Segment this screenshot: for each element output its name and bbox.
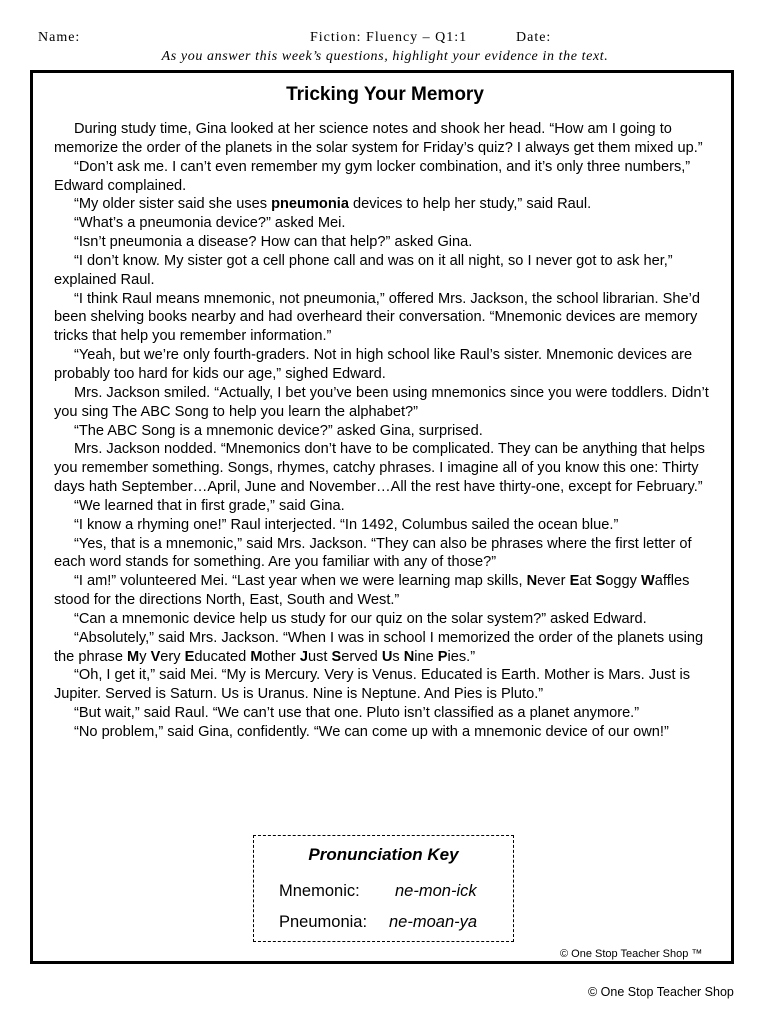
- paragraph: “I know a rhyming one!” Raul interjected. “In 1492, Columbus sailed the ocean blue.”: [74, 516, 619, 533]
- instruction-text: As you answer this week’s questions, highlight your evidence in the text.: [161, 49, 609, 64]
- paragraph: “Don’t ask me. I can’t even remember my gym locker combination, and it’s only three numbers,” Edward complained.: [54, 158, 691, 194]
- paragraph: “No problem,” said Gina, confidently. “We can come up with a mnemonic device of our own!”: [74, 724, 669, 740]
- pronunciation-key-box: [253, 835, 514, 942]
- paragraph: “We learned that in first grade,” said Gina.: [74, 497, 345, 514]
- paragraph: “Yes, that is a mnemonic,” said Mrs. Jackson. “They can also be phrases where the first letter of each word stands for something. Are you familiar with any of those?”: [54, 535, 692, 571]
- paragraph: “Can a mnemonic device help us study for our quiz on the solar system?” asked Edward.: [74, 610, 647, 627]
- worksheet-title: Fiction: Fluency – Q1:1: [310, 30, 468, 45]
- paragraph: “My older sister said she uses pneumonia devices to help her study,” said Raul.: [74, 196, 592, 213]
- pronunciation-key-title: Pronunciation Key: [308, 845, 459, 864]
- paragraph: Mrs. Jackson smiled. “Actually, I bet you’ve been using mnemonics since you were toddlers. Didn’t you sing The ABC Song to help you learn the alphabet?”: [54, 384, 709, 420]
- key-word: Pneumonia:: [279, 913, 368, 931]
- inner-copyright: © One Stop Teacher Shop ™: [560, 948, 703, 960]
- paragraph: “The ABC Song is a mnemonic device?” asked Gina, surprised.: [74, 422, 483, 439]
- date-label: Date:: [516, 30, 552, 45]
- paragraph: “Oh, I get it,” said Mei. “My is Mercury. Very is Venus. Educated is Earth. Mother is Mars. Just is Jupiter. Served is Saturn. Us is Uranus. Nine is Neptune. And Pies is Pluto.”: [54, 667, 691, 703]
- paragraph: “Absolutely,” said Mrs. Jackson. “When I was in school I memorized the order of the planets using the phrase My Very Educated Mother Just Served Us Nine Pies.”: [54, 629, 704, 665]
- paragraph: During study time, Gina looked at her science notes and shook her head. “How am I going to memorize the order of the planets in the solar system for Friday’s quiz? I always get them mixed up.”: [54, 121, 703, 156]
- story-text: [54, 120, 712, 742]
- paragraph: “Yeah, but we’re only fourth-graders. Not in high school like Raul’s sister. Mnemonic devices are probably too hard for kids our age,” sighed Edward.: [54, 347, 693, 382]
- worksheet-header: [38, 30, 738, 48]
- key-word: Mnemonic:: [279, 882, 360, 900]
- paragraph: “What’s a pneumonia device?” asked Mei.: [74, 215, 346, 232]
- paragraph: “I don’t know. My sister got a cell phone call and was on it all night, so I never got to ask her,” explained Raul.: [54, 252, 673, 288]
- name-label: Name:: [38, 30, 81, 45]
- paragraph: “Isn’t pneumonia a disease? How can that help?” asked Gina.: [74, 234, 473, 251]
- paragraph: “But wait,” said Raul. “We can’t use that one. Pluto isn’t classified as a planet anymore.”: [74, 705, 640, 722]
- story-title: Tricking Your Memory: [286, 84, 484, 105]
- paragraph: “I think Raul means mnemonic, not pneumonia,” offered Mrs. Jackson, the school librarian. She’d been shelving books nearby and had overheard their conversation. “Mnemonic devices are memory tricks that help you remember information.”: [54, 290, 700, 345]
- page-copyright: © One Stop Teacher Shop: [588, 985, 734, 999]
- pronunciation-row-pneumonia: [279, 913, 477, 932]
- pronunciation-row-mnemonic: [279, 882, 477, 901]
- key-pronunciation: ne-mon-ick: [395, 882, 477, 900]
- paragraph: Mrs. Jackson nodded. “Mnemonics don’t have to be complicated. They can be anything that helps you remember something. Songs, rhymes, catchy phrases. I imagine all of you know this one: Thirty days hath September…April, June and November…All the rest have thirty-one, except for February.”: [54, 441, 705, 496]
- key-pronunciation: ne-moan-ya: [389, 913, 478, 931]
- paragraph: “I am!” volunteered Mei. “Last year when we were learning map skills, Never Eat Soggy Waffles stood for the directions North, East, South and West.”: [54, 573, 690, 609]
- bold-word: pneumonia: [271, 196, 349, 213]
